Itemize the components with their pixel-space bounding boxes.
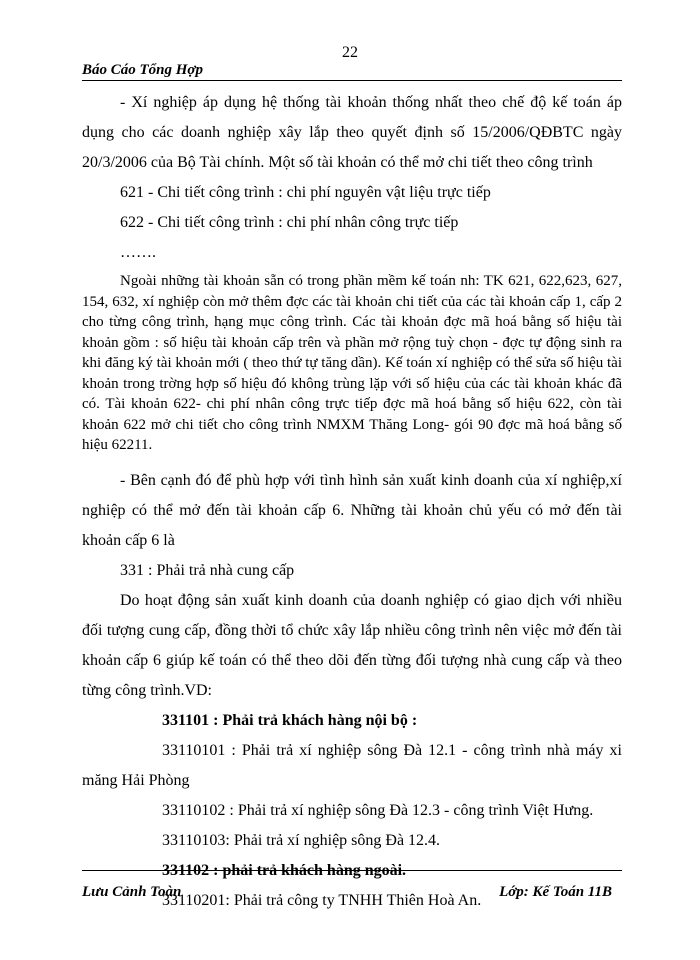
- paragraph-detail-accounts: Ngoài những tài khoản sẵn có trong phần mềm kế toán nh: TK 621, 622,623, 627, 154, 632, xí nghiệp còn mở thêm đợc các tài khoản chi tiết của các tài khoản cấp 1, cấp 2 cho từng công trình, hạng mục công trình. Các tài khoản đợc mã hoá bằng số hiệu tài khoản gồm : số hiệu tài khoản cấp trên và phần mở rộng tuỳ chọn - đợc tự động sinh ra khi đăng ký tài khoản mới ( theo thứ tự tăng dần). Kế toán xí nghiệp có thể sửa số hiệu tài khoản trong trờng hợp số hiệu đó không trùng lặp với số hiệu của các tài khoản khác đã có. Tài khoản 622- chi phí nhân công trực tiếp đợc mã hoá bằng số hiệu 622, còn tài khoản 622 mở chi tiết cho công trình NMXM Thăng Long- gói 90 đợc mã hoá bằng số hiệu 62211.: [82, 273, 622, 453]
- account-line-622: 622 - Chi tiết công trình : chi phí nhân công trực tiếp: [120, 214, 459, 231]
- paragraph-level6-accounts: - Bên cạnh đó để phù hợp với tình hình sản xuất kinh doanh của xí nghiệp,xí nghiệp có thể mở đến tài khoản cấp 6. Những tài khoản chủ yếu có mở đến tài khoản cấp 6 là: [82, 471, 622, 549]
- paragraph-account-system: - Xí nghiệp áp dụng hệ thống tài khoản thống nhất theo chế độ kế toán áp dụng cho các doanh nghiệp xây lắp theo quyết định số 15/2006/QĐBTC ngày 20/3/2006 của Bộ Tài chính. Một số tài khoản có thể mở chi tiết theo công trình: [82, 94, 622, 171]
- footer-class: Lớp: Kế Toán 11B: [499, 884, 612, 900]
- account-33110101: 33110101 : Phải trả xí nghiệp sông Đà 12.1 - công trình nhà máy xi măng Hải Phòng: [82, 741, 622, 789]
- ellipsis-line: …….: [120, 244, 156, 261]
- account-33110201: 33110201: Phải trả công ty TNHH Thiên Hoà An.: [162, 891, 482, 909]
- account-331101: 331101 : Phải trả khách hàng nội bộ :: [162, 711, 418, 729]
- account-33110103: 33110103: Phải trả xí nghiệp sông Đà 12.4.: [162, 831, 441, 849]
- footer-author: Lưu Cảnh Toàn: [82, 884, 182, 900]
- account-line-331: 331 : Phải trả nhà cung cấp: [120, 561, 295, 579]
- report-title: Báo Cáo Tổng Hợp: [82, 62, 203, 78]
- account-331102: 331102 : phải trả khách hàng ngoài.: [162, 861, 407, 879]
- document-body: [82, 88, 622, 916]
- paragraph-supplier-tracking: Do hoạt động sản xuất kinh doanh của doanh nghiệp có giao dịch với nhiều đối tượng cung cấp, đồng thời tổ chức xây lắp nhiều công trình nên việc mở đến tài khoản cấp 6 giúp kế toán có thể theo dõi đến từng đối tượng nhà cung cấp và theo từng công trình.VD:: [82, 591, 622, 699]
- account-line-621: 621 - Chi tiết công trình : chi phí nguyên vật liệu trực tiếp: [120, 184, 491, 201]
- account-33110102: 33110102 : Phải trả xí nghiệp sông Đà 12.3 - công trình Việt Hưng.: [162, 801, 594, 819]
- header-divider: [82, 80, 622, 81]
- footer-divider: [82, 870, 622, 871]
- page-number: 22: [342, 44, 358, 61]
